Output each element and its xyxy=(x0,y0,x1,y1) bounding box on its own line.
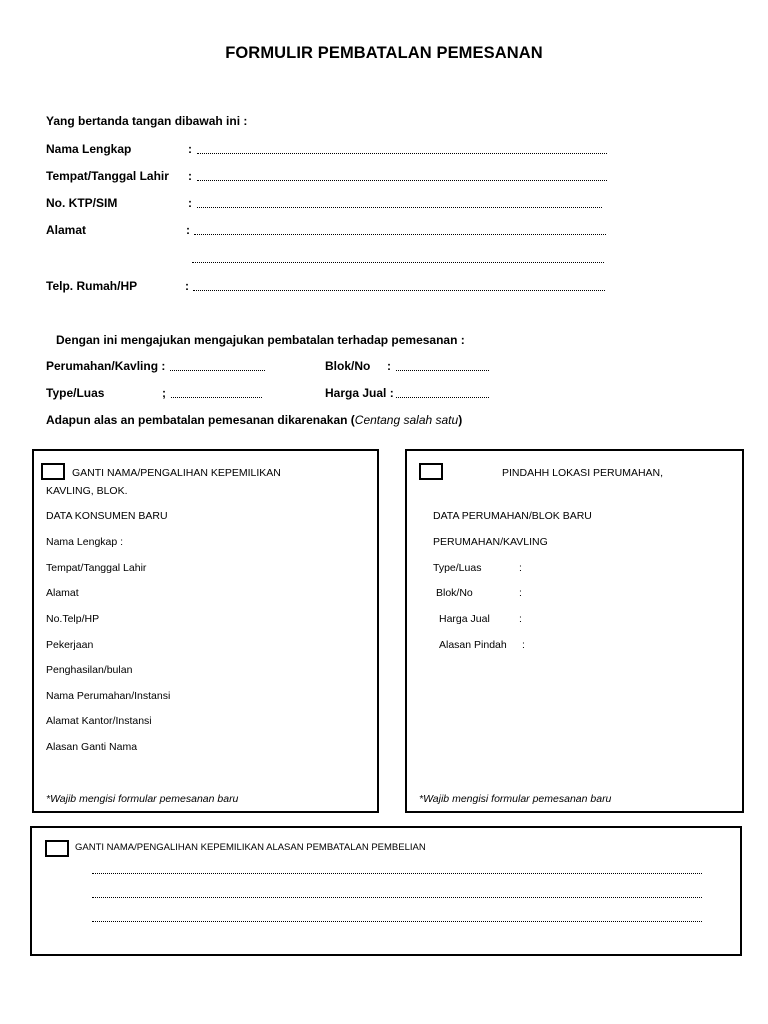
box-right-heading: PINDAHH LOKASI PERUMAHAN, xyxy=(502,467,664,479)
box-bottom-heading: GANTI NAMA/PENGALIHAN KEPEMILIKAN ALASAN PEMBATALAN PEMBELIAN xyxy=(75,842,426,853)
checkbox-ganti-nama[interactable] xyxy=(41,463,65,480)
label-blok-no: Blok/No xyxy=(325,359,371,373)
fill-line-nama-lengkap[interactable] xyxy=(197,153,607,154)
sep-nama-lengkap: : xyxy=(188,142,192,156)
box-right-field-type: Type/Luas xyxy=(433,562,482,574)
box-right-sub: PERUMAHAN/KAVLING xyxy=(433,536,548,548)
box-left-field-telp: No.Telp/HP xyxy=(46,613,100,625)
reason-prefix: Adapun alas an pembatalan pemesanan dikarenakan ( xyxy=(46,413,355,427)
box-left-field-alamat-kantor: Alamat Kantor/Instansi xyxy=(46,715,152,727)
box-left-field-alasan: Alasan Ganti Nama xyxy=(46,741,138,753)
reason-suffix: ) xyxy=(458,413,463,427)
fill-line-tempat-tanggal-lahir[interactable] xyxy=(197,180,607,181)
box-left-field-ttl: Tempat/Tanggal Lahir xyxy=(46,562,147,574)
fill-line-alamat[interactable] xyxy=(194,234,606,235)
reason-italic: Centang salah satu xyxy=(354,413,459,427)
fill-line-telp[interactable] xyxy=(193,290,605,291)
sep-alamat: : xyxy=(186,223,190,237)
box-right-field-alasan: Alasan Pindah xyxy=(439,639,507,651)
box-left-field-alamat: Alamat xyxy=(46,587,79,599)
box-left-heading-1: GANTI NAMA/PENGALIHAN KEPEMILIKAN xyxy=(72,467,281,479)
fill-line-alasan-3[interactable] xyxy=(92,921,702,922)
box-left-note: *Wajib mengisi formular pemesanan baru xyxy=(46,793,239,805)
label-nama-lengkap: Nama Lengkap xyxy=(46,142,132,156)
box-right-field-blok: Blok/No xyxy=(436,587,473,599)
label-harga-jual: Harga Jual : xyxy=(325,386,394,400)
box-left-section: DATA KONSUMEN BARU xyxy=(46,510,168,522)
checkbox-alasan-pembatalan[interactable] xyxy=(45,840,69,857)
box-right-sep-type: : xyxy=(519,562,522,574)
box-right-note: *Wajib mengisi formular pemesanan baru xyxy=(419,793,612,805)
label-ktp-sim: No. KTP/SIM xyxy=(46,196,118,210)
fill-line-alasan-2[interactable] xyxy=(92,897,702,898)
fill-line-harga-jual[interactable] xyxy=(396,397,489,398)
label-tempat-tanggal-lahir: Tempat/Tanggal Lahir xyxy=(46,169,169,183)
option-box-pindah-lokasi xyxy=(405,449,744,813)
box-right-field-harga: Harga Jual xyxy=(439,613,490,625)
reason-text xyxy=(46,413,462,427)
option-box-ganti-nama xyxy=(32,449,379,813)
box-right-section: DATA PERUMAHAN/BLOK BARU xyxy=(433,510,592,522)
label-perumahan-kavling: Perumahan/Kavling : xyxy=(46,359,166,373)
box-right-sep-alasan: : xyxy=(522,639,525,651)
fill-line-blok-no[interactable] xyxy=(396,370,489,371)
fill-line-ktp-sim[interactable] xyxy=(197,207,602,208)
option-box-alasan-pembatalan xyxy=(30,826,742,956)
sep-type-luas: ; xyxy=(162,386,166,400)
sep-tempat-tanggal-lahir: : xyxy=(188,169,192,183)
label-telp: Telp. Rumah/HP xyxy=(46,279,138,293)
box-right-sep-harga: : xyxy=(519,613,522,625)
label-alamat: Alamat xyxy=(46,223,87,237)
box-right-sep-blok: : xyxy=(519,587,522,599)
request-text: Dengan ini mengajukan mengajukan pembatalan terhadap pemesanan : xyxy=(56,333,465,347)
fill-line-type-luas[interactable] xyxy=(171,397,262,398)
label-type-luas: Type/Luas xyxy=(46,386,105,400)
fill-line-alamat-2[interactable] xyxy=(192,262,604,263)
box-left-heading-2: KAVLING, BLOK. xyxy=(46,485,128,497)
form-title: FORMULIR PEMBATALAN PEMESANAN xyxy=(225,44,543,62)
checkbox-pindah-lokasi[interactable] xyxy=(419,463,443,480)
sep-ktp-sim: : xyxy=(188,196,192,210)
sep-blok-no: : xyxy=(387,359,391,373)
intro-text: Yang bertanda tangan dibawah ini : xyxy=(46,114,248,128)
box-left-field-nama: Nama Lengkap : xyxy=(46,536,124,548)
box-left-field-penghasilan: Penghasilan/bulan xyxy=(46,664,133,676)
box-left-field-perumahan: Nama Perumahan/Instansi xyxy=(46,690,171,702)
sep-telp: : xyxy=(185,279,189,293)
box-left-field-pekerjaan: Pekerjaan xyxy=(46,639,94,651)
fill-line-perumahan[interactable] xyxy=(170,370,265,371)
fill-line-alasan-1[interactable] xyxy=(92,873,702,874)
